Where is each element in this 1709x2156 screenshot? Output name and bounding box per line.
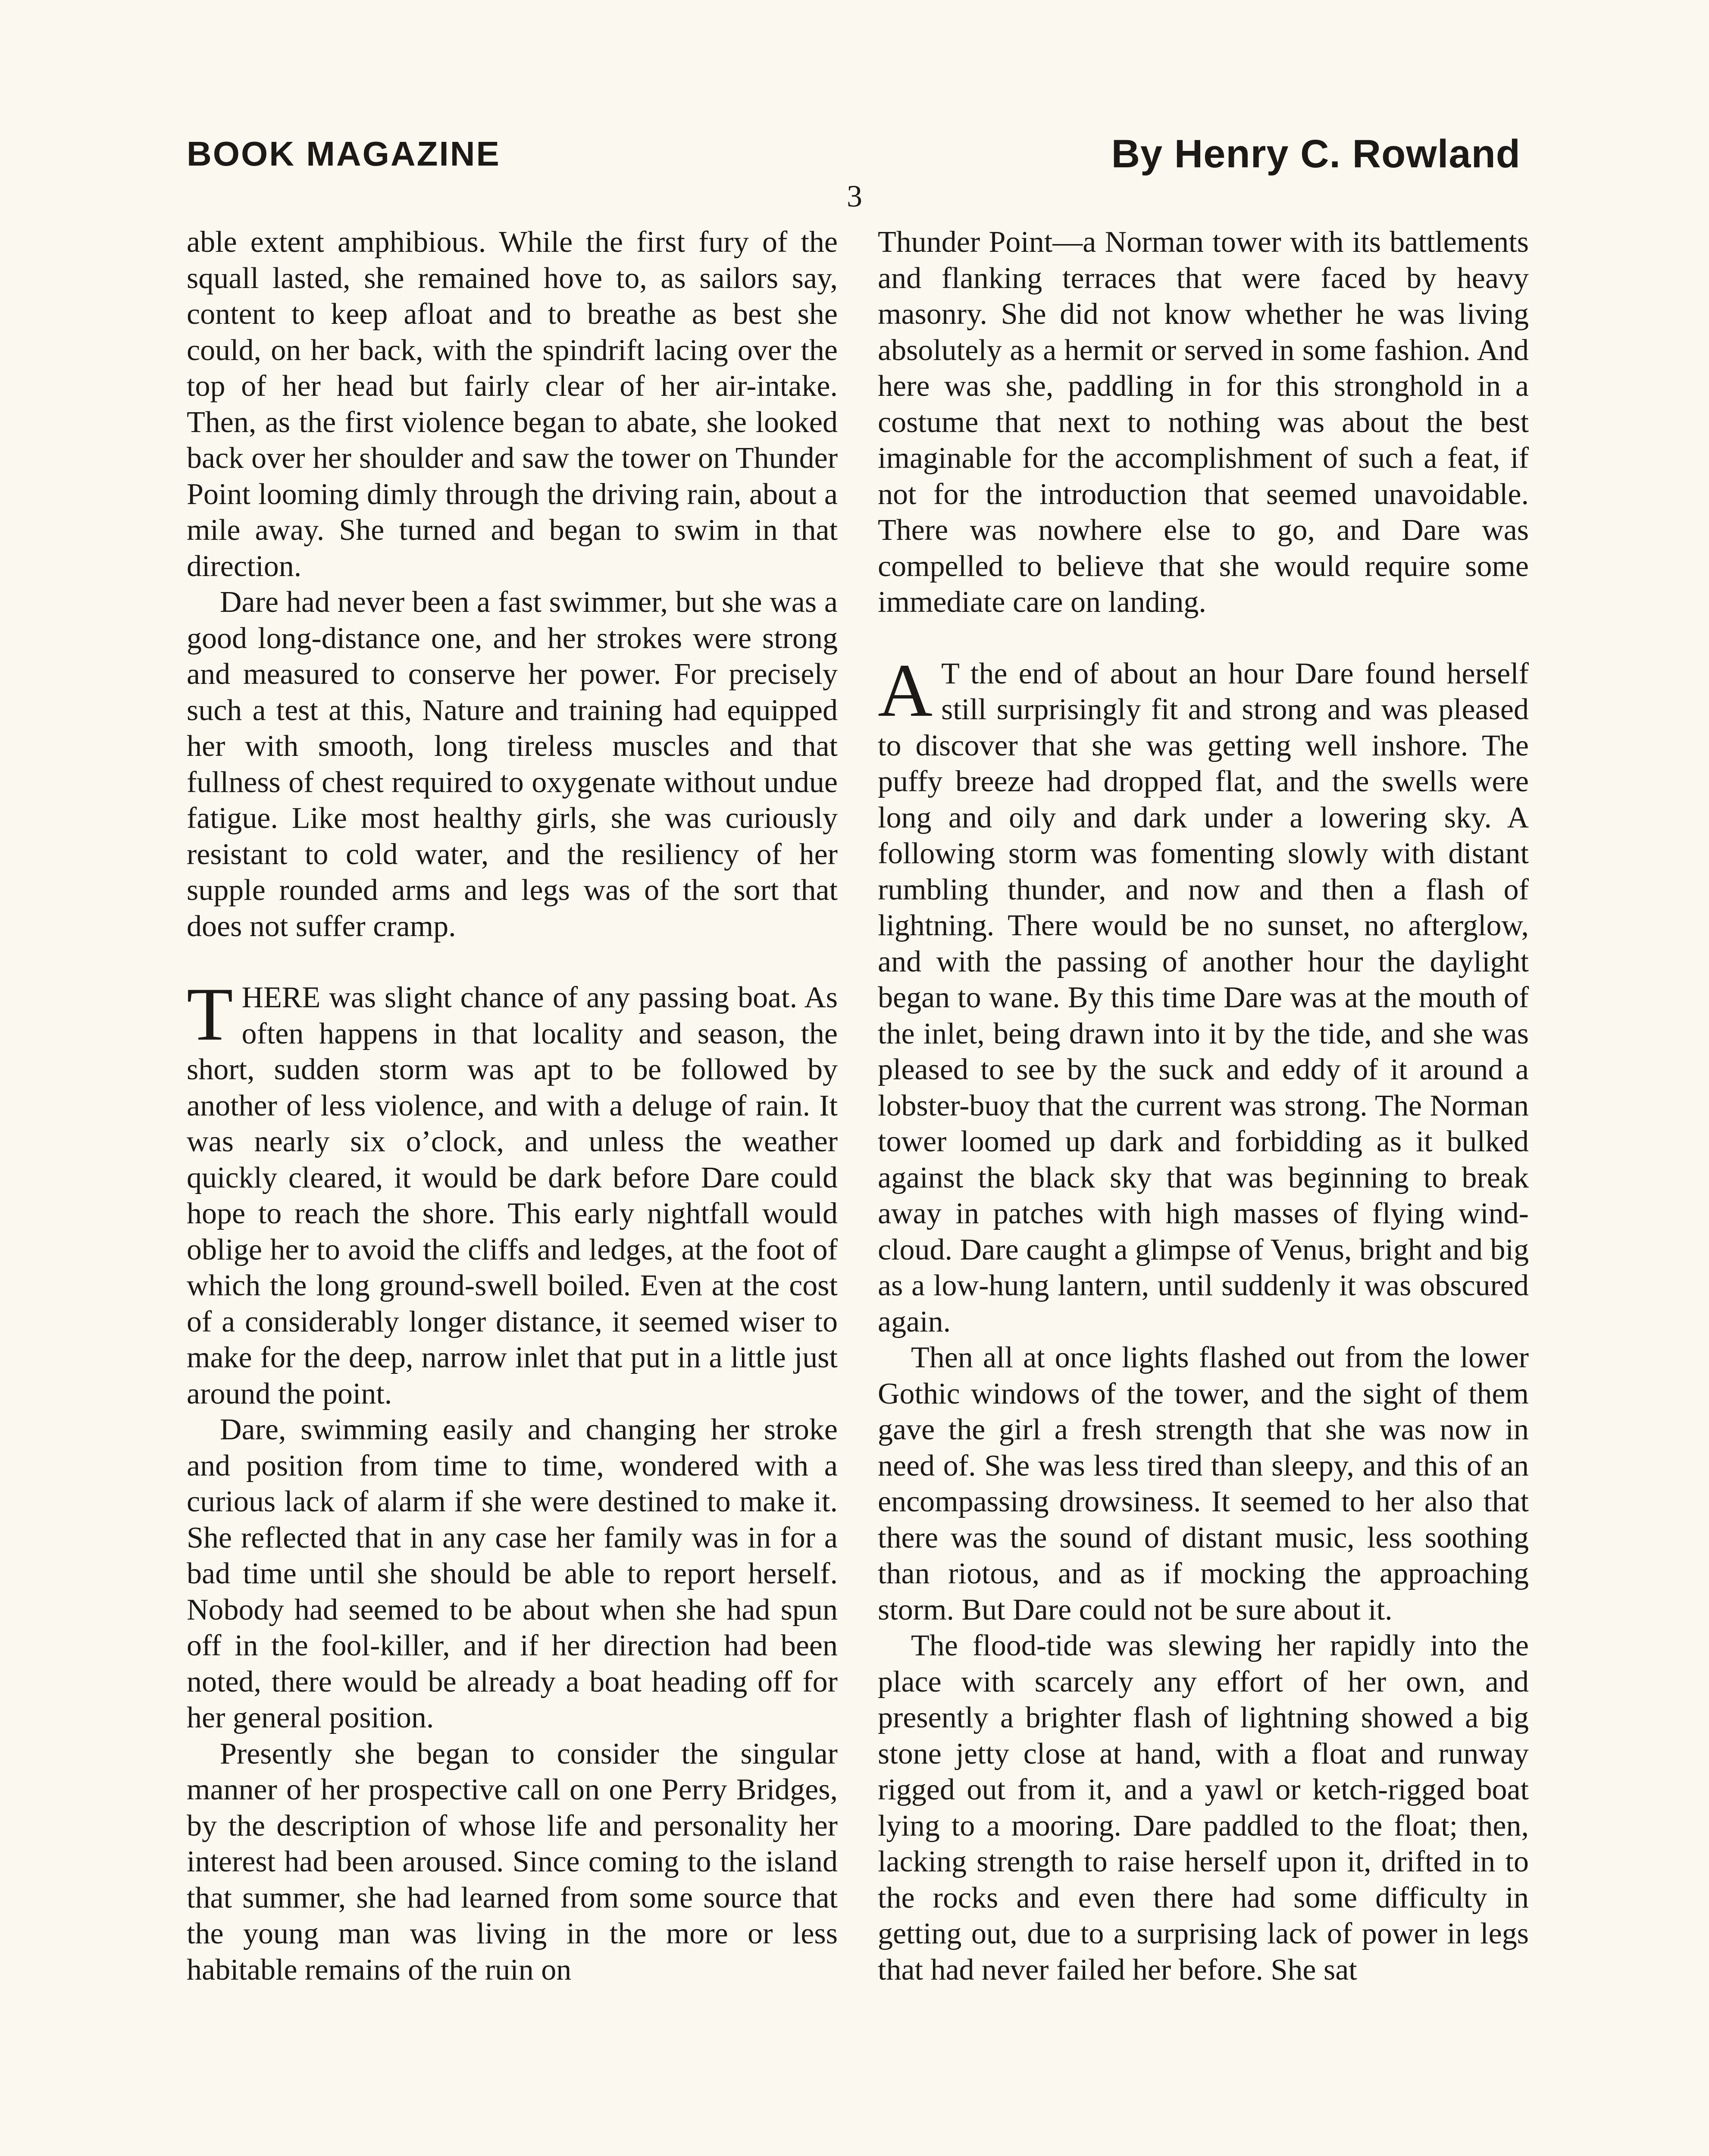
paragraph: Dare had never been a fast swimmer, but she was a good long-distance one, and her strokes were strong and measured to conserve her power. For precisely such a test at this, Nature and training had equipped her with smooth, long tireless muscles and that fullness of chest required to oxygenate without undue fatigue. Like most healthy girls, she was curiously resistant to cold water, and the resiliency of her supple rounded arms and legs was of the sort that does not suffer cramp.	[187, 586, 838, 943]
paragraph: Dare, swimming easily and changing her stroke and position from time to time, wondered with a curious lack of alarm if she were destined to make it. She reflected that in any case her family was in for a bad time until she should be able to report herself. Nobody had seemed to be about when she had spun off in the fool-killer, and if her direction had been noted, there would be already a boat heading off for her general position.	[187, 1413, 838, 1734]
paragraph: The flood-tide was slewing her rapidly into the place with scarcely any effort of her own, and presently a brighter flash of lightning showed a big stone jetty close at hand, with a float and runway rigged out from it, and a yawl or ketch-rigged boat lying to a mooring. Dare paddled to the float; then, lacking strength to raise herself upon it, drifted in to the rocks and even there had some difficulty in getting out, due to a surprising lack of power in legs that had never failed her before. She sat	[878, 1629, 1529, 1987]
paragraph	[187, 972, 838, 1412]
paragraph: Thunder Point—a Norman tower with its battlements and flanking terraces that were faced by heavy masonry. She did not know whether he was living absolutely as a hermit or served in some fashion. And here was she, paddling in for this stronghold in a costume that next to nothing was about the best imaginable for the accomplishment of such a feat, if not for the introduction that seemed unavoidable. There was nowhere else to go, and Dare was compelled to believe that she would require some immediate care on landing.	[878, 226, 1529, 619]
paragraph: Presently she began to consider the singular manner of her prospective call on one Perry Bridges, by the description of whose life and personality her interest had been aroused. Since coming to the island that summer, she had learned from some source that the young man was living in the more or less habitable remains of the ruin on	[187, 1737, 838, 1987]
paragraph-text: HERE was slight chance of any passing boat. As often happens in that locality and season, the short, sudden storm was apt to be followed by another of less violence, and with a deluge of rain. It was nearly six o’clock, and unless the weather quickly cleared, it would be dark before Dare could hope to reach the shore. This early nightfall would oblige her to avoid the cliffs and ledges, at the foot of which the long ground-swell boiled. Even at the cost of a considerably longer distance, it seemed wiser to make for the deep, narrow inlet that put in a little just around the point.	[187, 981, 838, 1410]
magazine-title: BOOK MAGAZINE	[187, 135, 501, 173]
right-column	[878, 224, 1529, 1988]
paragraph-text: T the end of about an hour Dare found herself still surprisingly fit and strong and was pleased to discover that she was getting well inshore. The puffy breeze had dropped flat, and the swells were long and oily and dark under a lowering sky. A following storm was fomenting slowly with distant rumbling thunder, and now and then a flash of lightning. There would be no sunset, no afterglow, and with the passing of another hour the daylight began to wane. By this time Dare was at the mouth of the inlet, being drawn into it by the tide, and she was pleased to see by the suck and eddy of it around a lobster-buoy that the current was strong. The Norman tower loomed up dark and forbidding as it bulked against the black sky that was beginning to break away in patches with high masses of flying wind-cloud. Dare caught a glimpse of Venus, bright and big as a low-hung lantern, until suddenly it was obscured again.	[878, 657, 1529, 1338]
page-header	[187, 130, 1521, 178]
drop-cap: T	[187, 972, 233, 1056]
left-column	[187, 224, 838, 1988]
page-number: 3	[847, 179, 862, 213]
drop-cap: A	[878, 648, 933, 733]
author-byline: By Henry C. Rowland	[1111, 132, 1521, 176]
paragraph	[878, 648, 1529, 1340]
paragraph: Then all at once lights flashed out from the lower Gothic windows of the tower, and the sight of them gave the girl a fresh strength that she was now in need of. She was less tired than sleepy, and this of an encompassing drowsiness. It seemed to her also that there was the sound of distant music, less soothing than riotous, and as if mocking the approaching storm. But Dare could not be sure about it.	[878, 1341, 1529, 1626]
paragraph: able extent amphibious. While the first fury of the squall lasted, she remained hove to, as sailors say, content to keep afloat and to breathe as best she could, on her back, with the spindrift lacing over the top of her head but fairly clear of her air-intake. Then, as the first violence began to abate, she looked back over her shoulder and saw the tower on Thunder Point looming dimly through the driving rain, about a mile away. She turned and began to swim in that direction.	[187, 226, 838, 583]
